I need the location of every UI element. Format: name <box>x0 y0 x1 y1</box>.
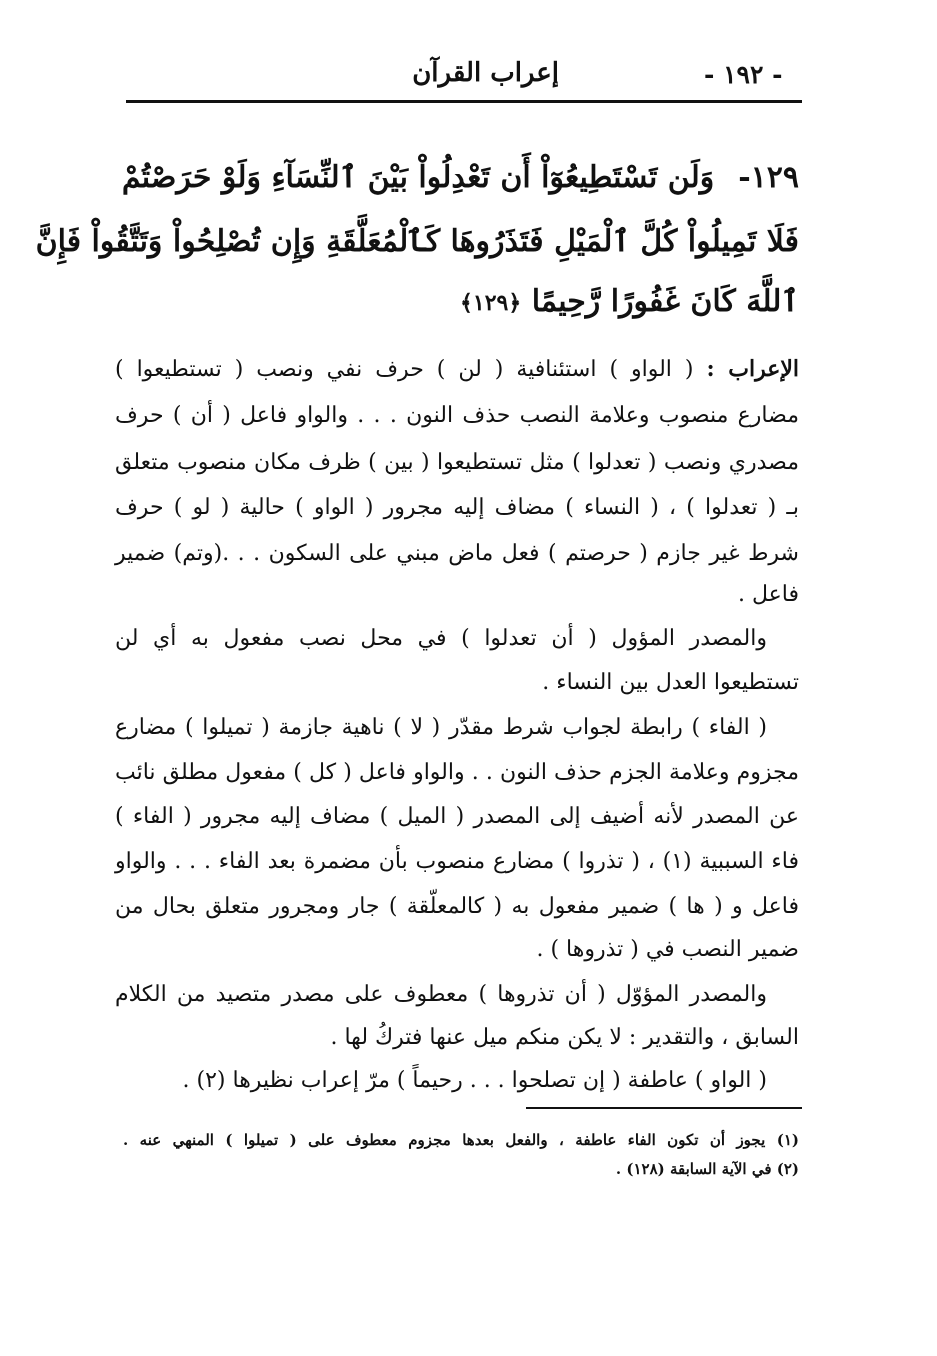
paragraph-line: مضارع منصوب وعلامة النصب حذف النون . . . والواو فاعل ( أن ) حرف <box>115 403 799 428</box>
paragraph-line: والمصدر المؤول ( أن تعدلوا ) في محل نصب مفعول به أي لن <box>115 626 767 651</box>
paragraph-line: والمصدر المؤوّل ( أن تذروها ) معطوف على مصدر متصيد من الكلام <box>115 982 767 1007</box>
paragraph-line: مجزوم وعلامة الجزم حذف النون . . والواو فاعل ( كل ) مفعول مطلق نائب <box>115 760 799 785</box>
paragraph-line: شرط غير جازم ( حرصتم ) فعل ماض مبني على السكون . . .(وتم) ضمير <box>115 541 799 566</box>
footnote-2: (٢) في الآية السابقة (١٢٨) . <box>615 1160 799 1178</box>
paragraph-line: الإعراب : ( الواو ) استئنافية ( لن ) حرف نفي ونصب ( تستطيعوا ) <box>115 356 800 382</box>
verse-text: فَلَا تَمِيلُواْ كُلَّ ٱلْمَيْلِ فَتَذَرُوهَا كَٱلْمُعَلَّقَةِ وَإِن تُصْلِحُواْ وَتَتَّقُواْ فَإِنَّ <box>35 224 799 259</box>
paragraph-line: تستطيعوا العدل بين النساء . <box>542 670 799 695</box>
verse-text: وَلَن تَسْتَطِيعُوٓاْ أَن تَعْدِلُواْ بَيْنَ ٱلنِّسَآءِ وَلَوْ حَرَصْتُمْ <box>121 160 715 195</box>
verse-line-1 <box>121 160 799 195</box>
verse-end-mark: ﴿١٢٩﴾ <box>460 290 522 316</box>
paragraph-line: السابق ، والتقدير : لا يكن منكم ميل عنها فتركُ لها . <box>330 1025 799 1050</box>
footnote-rule <box>526 1107 802 1109</box>
verse-text: ٱللَّهَ كَانَ غَفُورًا رَّحِيمًا <box>531 284 799 319</box>
paragraph-line: فاعل و ( ها ) ضمير مفعول به ( كالمعلّقة ) جار ومجرور متعلق بحال من <box>115 894 799 919</box>
header-rule <box>126 100 802 103</box>
paragraph-line: ( الفاء ) رابطة لجواب شرط مقدّر ( لا ) ناهية جازمة ( تميلوا ) مضارع <box>115 715 767 740</box>
verse-line-3 <box>139 284 799 319</box>
running-header-title: إعراب القرآن <box>412 58 559 88</box>
paragraph-line: ضمير النصب في ( تذروها ) . <box>536 937 799 962</box>
paragraph-line: ( الواو ) عاطفة ( إن تصلحوا . . . رحيماً ) مرّ إعراب نظيرها (٢) . <box>182 1068 767 1093</box>
paragraph-line: فاء السببية (١) ، ( تذروا ) مضارع منصوب بأن مضمرة بعد الفاء . . . والواو <box>115 849 799 874</box>
paragraph-line: بـ ( تعدلوا ) ، ( النساء ) مضاف إليه مجرور ( الواو ) حالية ( لو ) حرف <box>115 495 799 520</box>
page-number: - ١٩٢ - <box>704 60 783 89</box>
irab-label: الإعراب : <box>706 356 800 382</box>
verse-number: ١٢٩- <box>738 160 799 195</box>
verse-line-2 <box>35 224 799 259</box>
paragraph-line: مصدري ونصب ( تعدلوا ) مثل تستطيعوا ( بين ) ظرف مكان منصوب متعلق <box>115 450 799 475</box>
paragraph-line: عن المصدر لأنه أضيف إلى المصدر ( الميل ) مضاف إليه مجرور ( الفاء ) <box>115 804 799 829</box>
paragraph-line: فاعل . <box>738 582 799 607</box>
footnote-1: (١) يجوز أن تكون الفاء عاطفة ، والفعل بعدها مجزوم معطوف على ( تميلوا ) المنهي عنه . <box>123 1131 799 1149</box>
